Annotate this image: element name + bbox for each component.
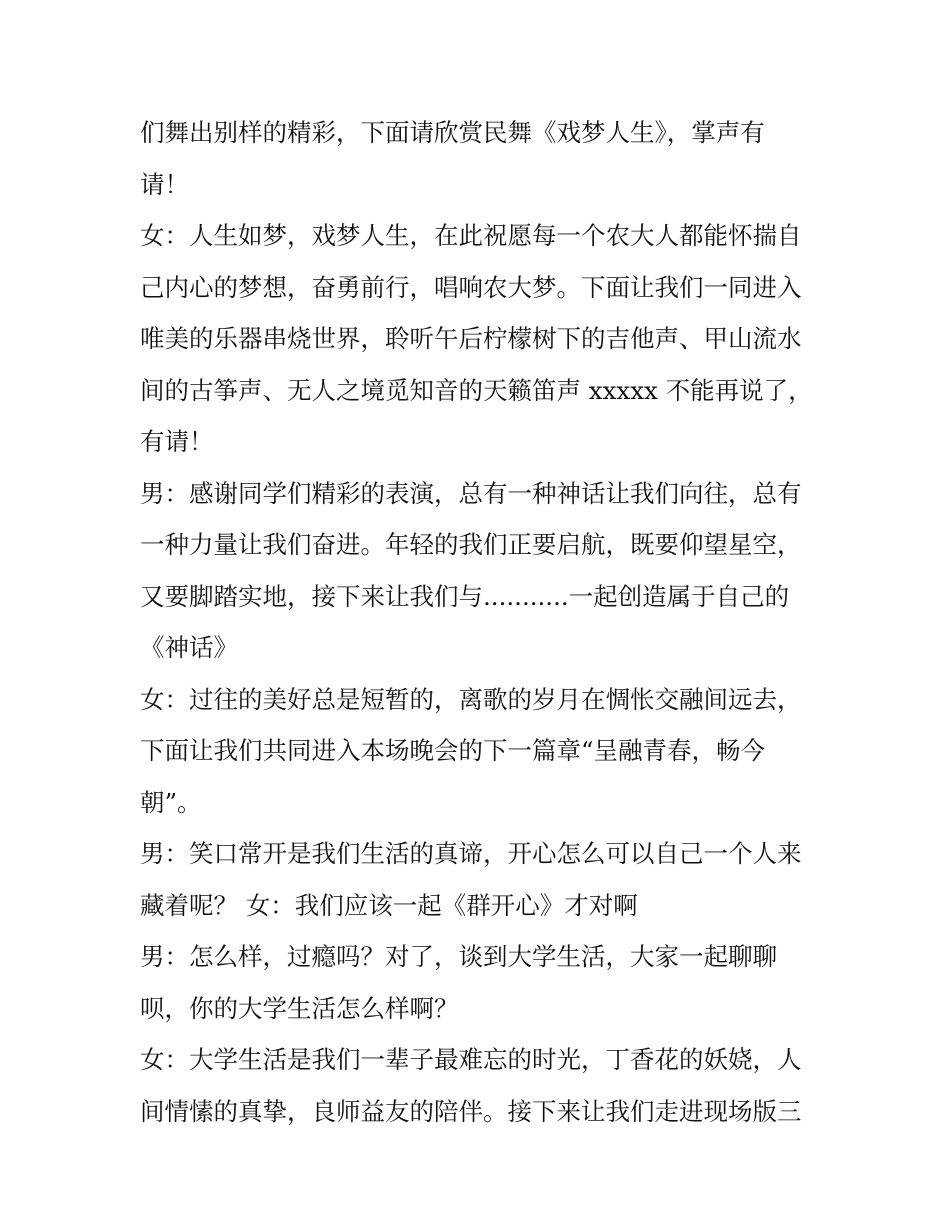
paragraph-1: 们舞出别样的精彩，下面请欣赏民舞《戏梦人生》，掌声有 请！: [140, 118, 765, 199]
paragraph-5: 男：笑口常开是我们生活的真谛，开心怎么可以自己一个人来 藏着呢？ 女：我们应该一起《群开心》才对啊: [140, 839, 802, 920]
paragraph-3: 男：感谢同学们精彩的表演，总有一种神话让我们向往，总有 一种力量让我们奋进。年轻的我们正要启航，既要仰望星空， 又要脚踏实地，接下来让我们与...........一起创造属于自己的 《神话》: [140, 478, 802, 662]
paragraph-6: 男：怎么样，过瘾吗？对了，谈到大学生活，大家一起聊聊 呗，你的大学生活怎么样啊？: [140, 942, 777, 1023]
document-body: [140, 107, 815, 1137]
paragraph-4: 女：过往的美好总是短暂的，离歌的岁月在惆怅交融间远去， 下面让我们共同进入本场晚会的下一篇章“呈融青春，畅今 朝”。: [140, 684, 802, 817]
paragraph-7: 女：大学生活是我们一辈子最难忘的时光，丁香花的妖娆，人 间情愫的真挚，良师益友的陪伴。接下来让我们走进现场版三: [140, 1045, 802, 1126]
paragraph-2: 女：人生如梦，戏梦人生，在此祝愿每一个农大人都能怀揣自 己内心的梦想，奋勇前行，唱响农大梦。下面让我们一同进入 唯美的乐器串烧世界，聆听午后柠檬树下的吉他声、甲山流水 间的古筝声、无人之境觅知音的天籁笛声 xxxxx 不能再说了， 有请！: [140, 221, 813, 456]
